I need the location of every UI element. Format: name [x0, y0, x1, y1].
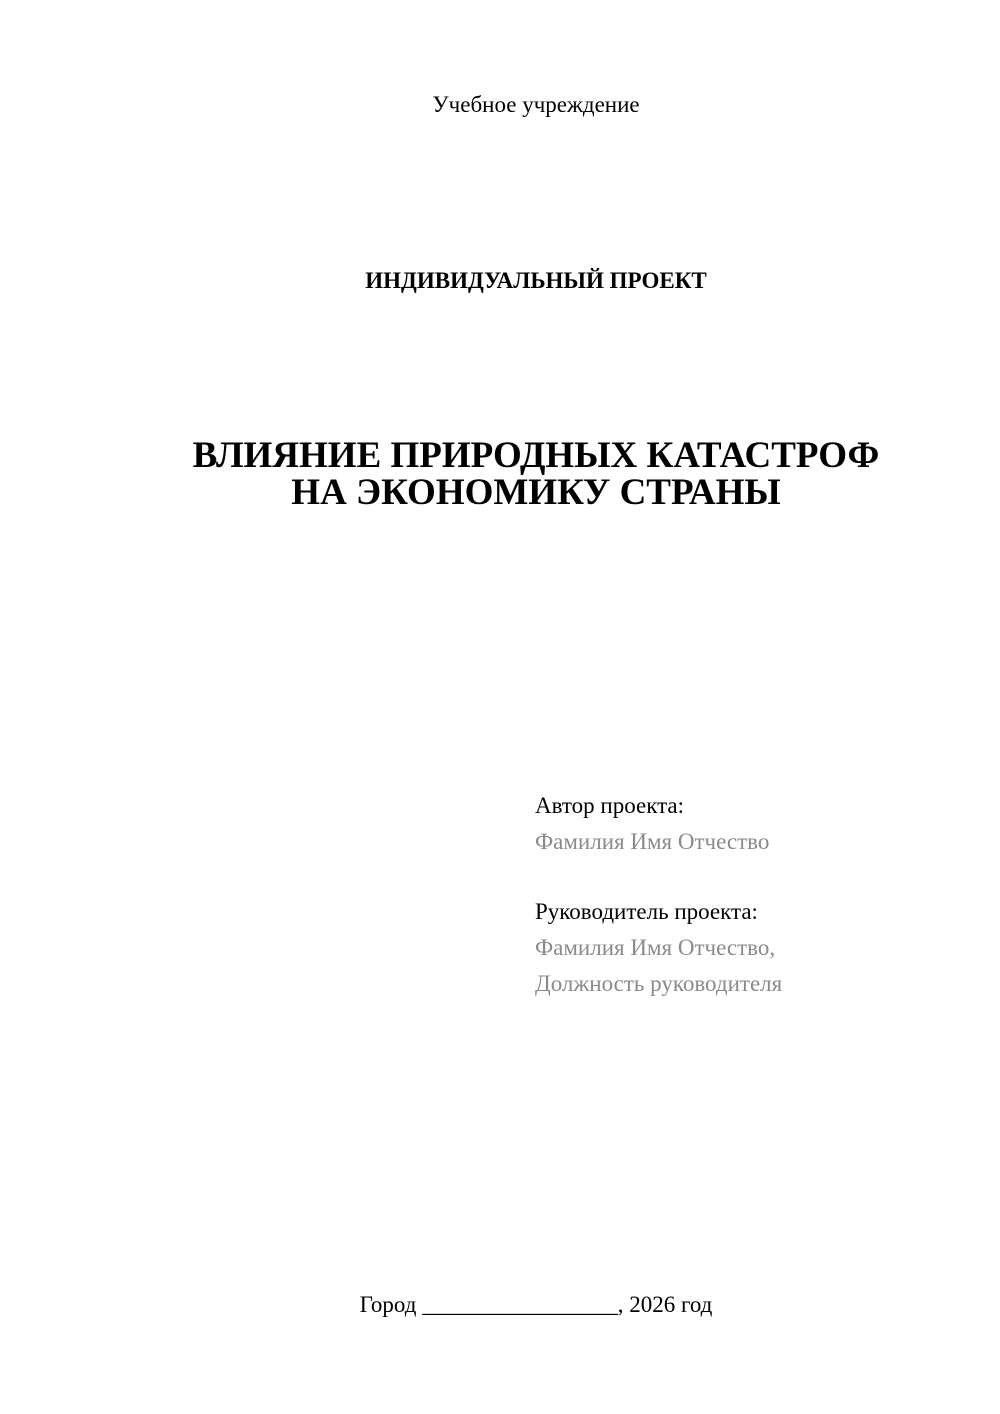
supervisor-group	[535, 894, 782, 1002]
author-group	[535, 788, 782, 860]
institution-name: Учебное учреждение	[432, 92, 640, 117]
credits-block	[535, 788, 782, 1002]
project-title-line-1: ВЛИЯНИЕ ПРИРОДНЫХ КАТАСТРОФ	[192, 435, 880, 476]
author-label: Автор проекта:	[535, 793, 684, 818]
supervisor-position: Должность руководителя	[535, 971, 783, 996]
city-year-line: Город _________________, 2026 год	[359, 1292, 713, 1317]
author-name: Фамилия Имя Отчество	[535, 829, 770, 854]
project-title-line-2: НА ЭКОНОМИКУ СТРАНЫ	[291, 472, 781, 513]
document-type: ИНДИВИДУАЛЬНЫЙ ПРОЕКТ	[365, 268, 707, 293]
project-title	[0, 437, 1000, 511]
supervisor-name: Фамилия Имя Отчество,	[535, 935, 776, 960]
supervisor-label: Руководитель проекта:	[535, 899, 758, 924]
